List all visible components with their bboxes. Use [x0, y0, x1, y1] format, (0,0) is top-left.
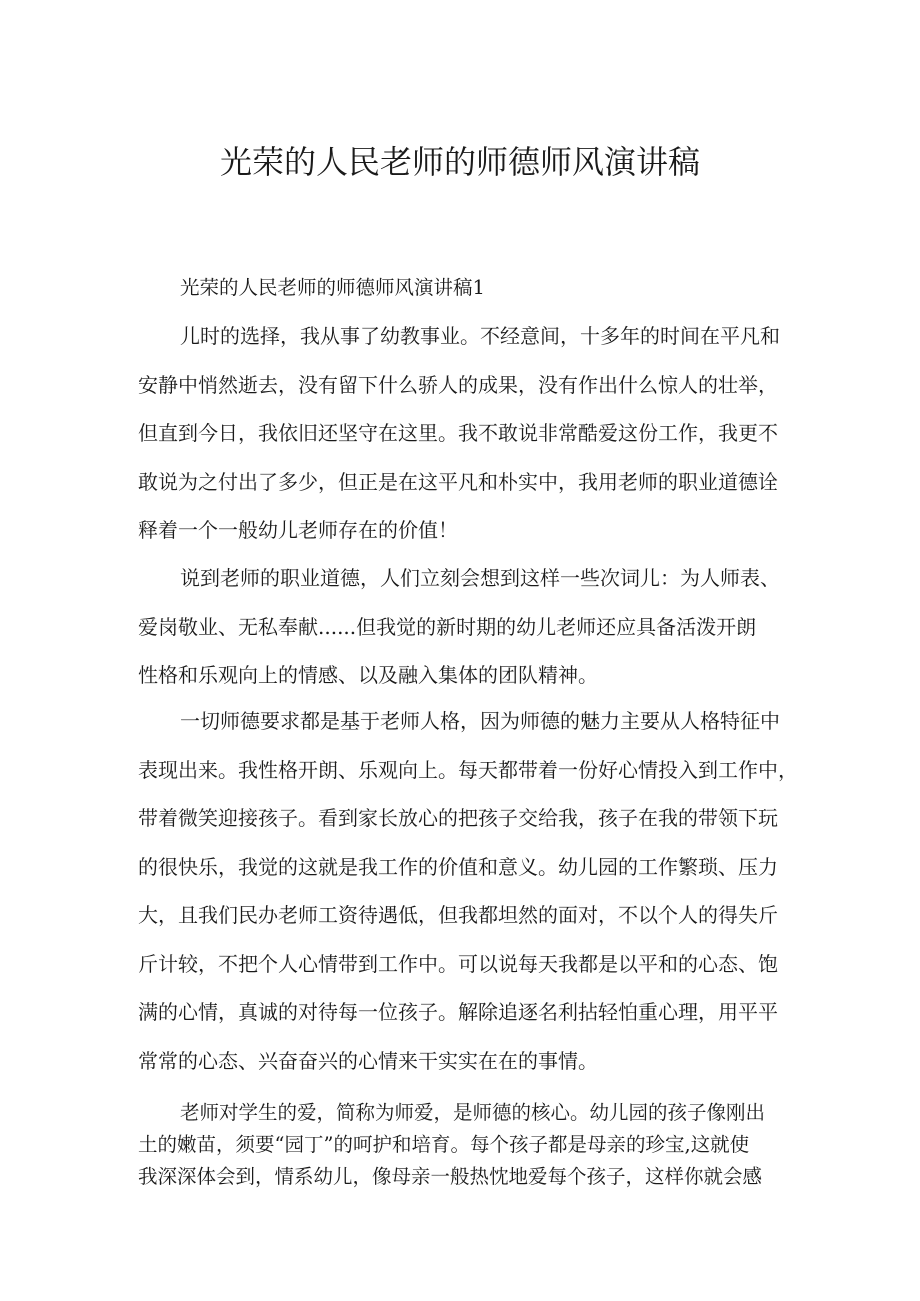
paragraph-line: 带着微笑迎接孩子。看到家长放心的把孩子交给我，孩子在我的带领下玩: [138, 806, 778, 830]
paragraph-line: 性格和乐观向上的情感、以及融入集体的团队精神。: [138, 663, 598, 687]
paragraph-line: 土的嫩苗，须要“园丁”的呵护和培育。每个孩子都是母亲的珍宝,这就使: [138, 1133, 750, 1156]
paragraph-line: 老师对学生的爱，简称为师爱，是师德的核心。幼儿园的孩子像刚出: [180, 1101, 766, 1124]
paragraph-line: 表现出来。我性格开朗、乐观向上。每天都带着一份好心情投入到工作中，: [138, 757, 798, 782]
section-heading: 光荣的人民老师的师德师风演讲稿1: [180, 276, 485, 299]
paragraph-line: 安静中悄然逝去，没有留下什么骄人的成果，没有作出什么惊人的壮举，: [138, 372, 778, 397]
paragraph-line: 常常的心态、兴奋奋兴的心情来干实实在在的事情。: [138, 1048, 598, 1073]
paragraph-line: 释着一个一般幼儿老师存在的价值！: [138, 518, 458, 542]
paragraph-1: [138, 312, 788, 555]
paragraph-line: 满的心情，真诚的对待每一位孩子。解除追逐名利拈轻怕重心理，用平平: [138, 1000, 778, 1024]
paragraph-line: 但直到今日，我依旧还坚守在这里。我不敢说非常酷爱这份工作，我更不: [138, 421, 778, 445]
paragraph-line: 儿时的选择，我从事了幼教事业。不经意间，十多年的时间在平凡和: [180, 324, 780, 348]
paragraph-line: 大，且我们民办老师工资待遇低，但我都坦然的面对，不以个人的得失斤: [138, 903, 778, 927]
paragraph-line: 敢说为之付出了多少，但正是在这平凡和朴实中，我用老师的职业道德诠: [138, 469, 778, 494]
document-title: 光荣的人民老师的师德师风演讲稿: [219, 143, 700, 181]
paragraph-line: 爱岗敬业、无私奉献......但我觉的新时期的幼儿老师还应具备活泼开朗: [138, 614, 757, 639]
paragraph-line: 斤计较，不把个人心情带到工作中。可以说每天我都是以平和的心态、饱: [138, 951, 778, 976]
paragraph-3: [138, 697, 798, 1085]
paragraph-line: 我深深体会到，情系幼儿，像母亲一般热忱地爱每个孩子，这样你就会感: [138, 1165, 763, 1188]
paragraph-2: [138, 554, 788, 700]
paragraph-line: 的很快乐，我觉的这就是我工作的价值和意义。幼儿园的工作繁琐、压力: [138, 854, 778, 879]
paragraph-4: [138, 1097, 788, 1193]
paragraph-line: 说到老师的职业道德，人们立刻会想到这样一些次词儿：为人师表、: [180, 566, 780, 590]
paragraph-line: 一切师德要求都是基于老师人格，因为师德的魅力主要从人格特征中: [180, 709, 780, 733]
